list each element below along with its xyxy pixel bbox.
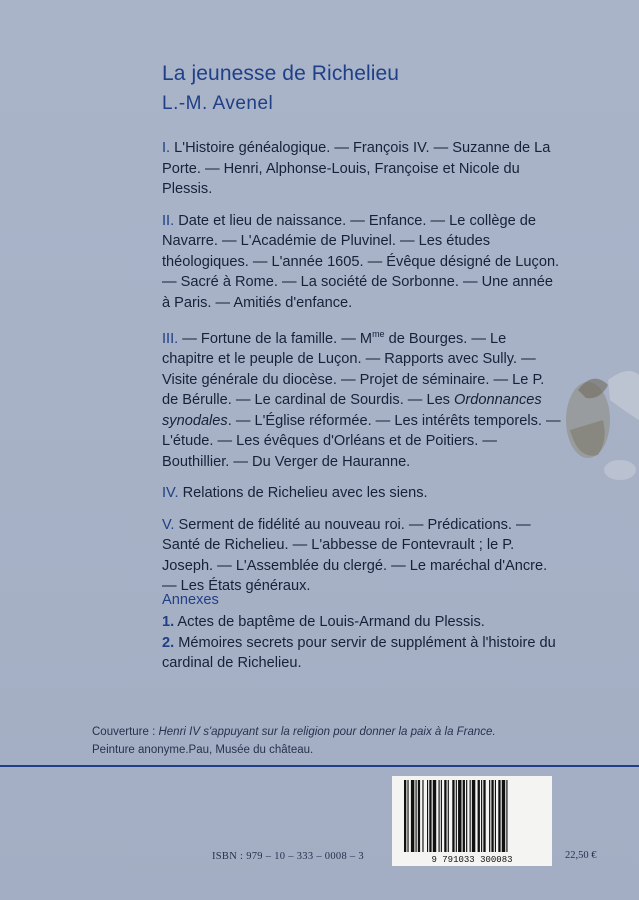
table-of-contents — [162, 138, 562, 608]
credit-painting-title: Henri IV s'appuyant sur la religion pour donner la paix à la France. — [158, 726, 496, 738]
barcode-bar — [448, 780, 449, 852]
barcode-bar — [489, 780, 490, 852]
barcode-bar — [444, 780, 446, 852]
annex-number: 1. — [162, 614, 175, 630]
barcode-bar — [495, 780, 496, 852]
chapter-text: — Fortune de la famille. — M — [178, 330, 373, 347]
isbn-number: ISBN : 979 – 10 – 333 – 0008 – 3 — [212, 851, 364, 862]
cover-art-fragment — [548, 360, 639, 500]
barcode-bar — [483, 780, 485, 852]
barcode-bar — [506, 780, 507, 852]
annex-item-2 — [162, 633, 562, 674]
chapter-4-summary — [162, 483, 562, 504]
barcode-bar — [502, 780, 505, 852]
chapter-number: I. — [162, 140, 171, 156]
chapter-number: III. — [162, 330, 179, 347]
chapter-2-summary — [162, 211, 562, 314]
barcode-bar — [418, 780, 420, 852]
barcode-bar — [429, 780, 431, 852]
barcode-bar — [439, 780, 440, 852]
barcode-bar — [427, 780, 428, 852]
credit-prefix: Couverture : — [92, 726, 159, 738]
credit-source: Peinture anonyme.Pau, Musée du château. — [92, 743, 314, 756]
chapter-text: Date et lieu de naissance. — Enfance. — Le collège de Navarre. — L'Académie de Pluvinel. — Les études théologiques. — L'année 1605. — Évêque désigné de Luçon. — Sacré à Rome. — La société de Sorbonne. — Une année à Paris. — Amitiés d'enfance. — [162, 212, 560, 311]
barcode-bar — [404, 780, 406, 852]
barcode-bar — [472, 780, 475, 852]
barcode-bar — [481, 780, 482, 852]
chapter-number: V. — [162, 516, 175, 533]
chapter-text-superscript: me — [372, 329, 385, 339]
barcode-bar — [407, 780, 408, 852]
chapter-text: de Bourges. — Le chapitre et le peuple de Luçon. — Rapports avec Sully. — Visite générale du diocèse. — Projet de séminaire. — Le P. de Bérulle. — Le cardinal de Sourdis. — Les — [162, 330, 545, 409]
barcode-bar — [411, 780, 414, 852]
barcode-bar — [458, 780, 461, 852]
barcode-bar — [452, 780, 454, 852]
isbn-barcode — [392, 776, 552, 866]
barcode-bar — [466, 780, 467, 852]
book-title: La jeunesse de Richelieu — [162, 62, 400, 85]
barcode-bar — [441, 780, 442, 852]
barcode-bar — [498, 780, 500, 852]
chapter-text: L'Histoire généalogique. — François IV. — Suzanne de La Porte. — Henri, Alphonse-Louis, Françoise et Nicole du Plessis. — [162, 140, 551, 197]
barcode-bar — [433, 780, 436, 852]
annex-item-1 — [162, 612, 562, 633]
chapter-1-summary — [162, 138, 562, 200]
cover-credit — [92, 724, 552, 759]
chapter-text: . — L'Église réformée. — Les intérêts temporels. — L'étude. — Les évêques d'Orléans et de Poitiers. — Bouthillier. — Du Verger de Hauranne. — [162, 412, 561, 470]
chapter-text-italic: Ordonnances synodales — [162, 392, 542, 429]
divider-rule — [0, 765, 639, 767]
barcode-bar — [463, 780, 465, 852]
chapter-number: IV. — [162, 485, 179, 502]
barcode-bar — [491, 780, 493, 852]
chapter-text: Serment de fidélité au nouveau roi. — Prédications. — Santé de Richelieu. — L'abbesse de Fontevrault ; le P. Joseph. — L'Assemblée du clergé. — Le maréchal d'Ancre. — Les États généraux. — [162, 516, 548, 595]
chapter-text: Relations de Richelieu avec les siens. — [178, 485, 428, 502]
annexes-list — [162, 612, 562, 674]
book-author: L.-M. Avenel — [162, 93, 274, 114]
barcode-digits: 9 791033 300083 — [431, 855, 513, 865]
chapter-3-summary — [162, 324, 562, 472]
barcode-bar — [416, 780, 417, 852]
barcode-bar — [478, 780, 480, 852]
annex-text: Mémoires secrets pour servir de supplément à l'histoire du cardinal de Richelieu. — [162, 634, 556, 671]
barcode-bar — [456, 780, 457, 852]
price: 22,50 € — [565, 850, 597, 861]
barcode-bar — [470, 780, 471, 852]
barcode-bar — [422, 780, 423, 852]
chapter-number: II. — [162, 212, 175, 229]
annexes-heading: Annexes — [162, 592, 219, 608]
annex-number: 2. — [162, 634, 175, 651]
annex-text: Actes de baptême de Louis-Armand du Plessis. — [174, 614, 485, 630]
chapter-5-summary — [162, 515, 562, 597]
